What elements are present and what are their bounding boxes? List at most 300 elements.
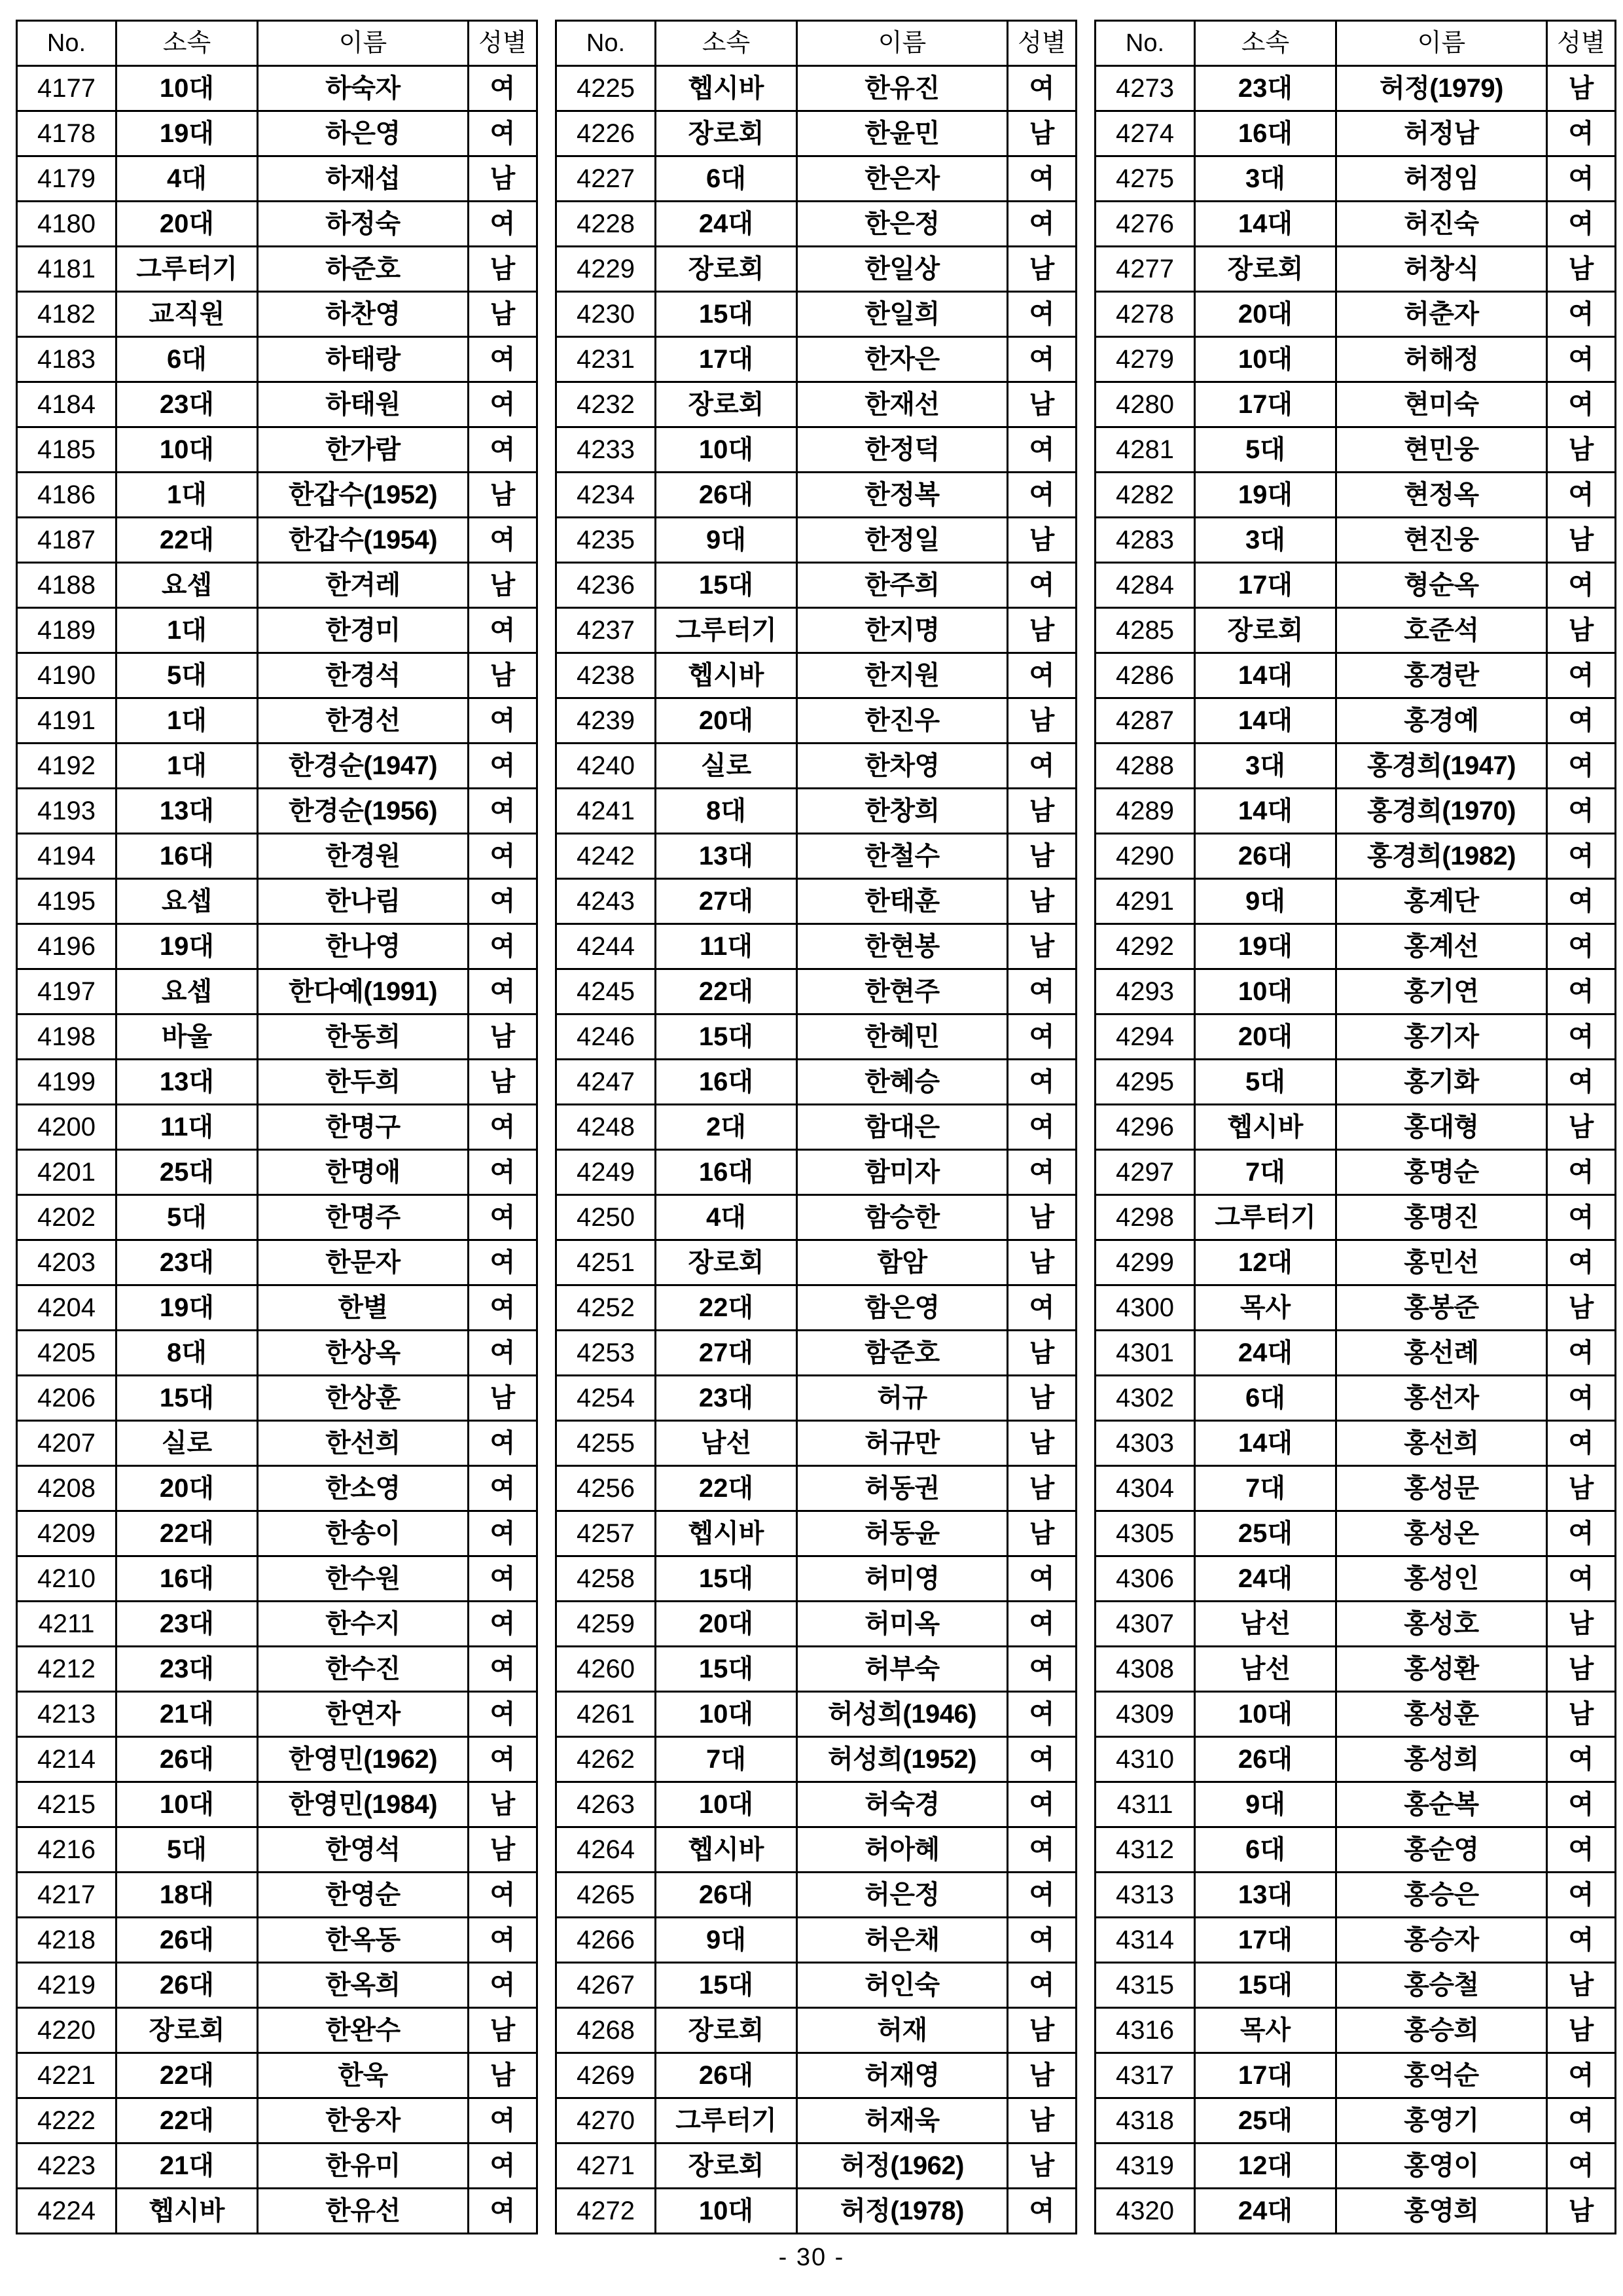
cell-name: 한정일 (797, 518, 1008, 563)
table-row (556, 1647, 1077, 1692)
cell-org: 요셉 (116, 563, 258, 608)
cell-sex: 여 (469, 698, 537, 744)
cell-org: 3대 (1195, 744, 1336, 789)
cell-org: 9대 (656, 1918, 797, 1963)
cell-no: 4208 (17, 1466, 116, 1511)
cell-no: 4303 (1096, 1421, 1195, 1466)
cell-name: 허동권 (797, 1466, 1008, 1511)
cell-name: 한경순(1947) (258, 744, 469, 789)
cell-org: 19대 (116, 111, 258, 156)
table-row (1096, 563, 1616, 608)
cell-no: 4250 (556, 1195, 656, 1240)
cell-no: 4300 (1096, 1285, 1195, 1331)
cell-no: 4302 (1096, 1376, 1195, 1421)
table-row (17, 608, 537, 653)
cell-no: 4238 (556, 653, 656, 698)
cell-name: 한명구 (258, 1105, 469, 1150)
cell-sex: 남 (469, 1014, 537, 1060)
table-row (1096, 1556, 1616, 1602)
cell-no: 4277 (1096, 247, 1195, 292)
column-header-no: No. (17, 21, 116, 66)
cell-org: 21대 (116, 1692, 258, 1737)
cell-no: 4198 (17, 1014, 116, 1060)
cell-org: 22대 (116, 2053, 258, 2098)
cell-no: 4182 (17, 292, 116, 337)
cell-org: 장로회 (656, 247, 797, 292)
cell-org: 3대 (1195, 518, 1336, 563)
cell-no: 4263 (556, 1782, 656, 1827)
table-row (556, 1105, 1077, 1150)
cell-name: 허창식 (1336, 247, 1547, 292)
cell-sex: 남 (1008, 789, 1077, 834)
cell-name: 홍기자 (1336, 1014, 1547, 1060)
cell-name: 함은영 (797, 1285, 1008, 1331)
cell-no: 4276 (1096, 202, 1195, 247)
table-row (1096, 1782, 1616, 1827)
cell-sex: 남 (1547, 1647, 1616, 1692)
cell-sex: 여 (1008, 1647, 1077, 1692)
cell-name: 한송이 (258, 1511, 469, 1556)
cell-no: 4235 (556, 518, 656, 563)
table-row (17, 1918, 537, 1963)
cell-org: 10대 (656, 1692, 797, 1737)
cell-no: 4225 (556, 66, 656, 111)
cell-no: 4247 (556, 1060, 656, 1105)
table-right (1094, 20, 1616, 2234)
table-row (17, 563, 537, 608)
cell-sex: 여 (469, 2098, 537, 2144)
cell-org: 26대 (116, 1963, 258, 2008)
cell-org: 26대 (1195, 1737, 1336, 1782)
cell-sex: 여 (469, 744, 537, 789)
cell-name: 홍성훈 (1336, 1692, 1547, 1737)
cell-org: 22대 (656, 1285, 797, 1331)
cell-org: 4대 (656, 1195, 797, 1240)
table-row (1096, 427, 1616, 473)
cell-sex: 여 (1547, 1014, 1616, 1060)
cell-sex: 남 (469, 1827, 537, 1873)
cell-name: 함대은 (797, 1105, 1008, 1150)
cell-sex: 여 (469, 1556, 537, 1602)
cell-no: 4190 (17, 653, 116, 698)
cell-name: 한선희 (258, 1421, 469, 1466)
table-row (17, 744, 537, 789)
table-header-row (1096, 21, 1616, 66)
cell-org: 20대 (116, 1466, 258, 1511)
cell-no: 4193 (17, 789, 116, 834)
cell-org: 14대 (1195, 653, 1336, 698)
table-row (17, 1692, 537, 1737)
cell-name: 한두희 (258, 1060, 469, 1105)
cell-sex: 여 (1008, 1014, 1077, 1060)
cell-sex: 여 (469, 382, 537, 427)
cell-no: 4185 (17, 427, 116, 473)
cell-no: 4210 (17, 1556, 116, 1602)
cell-sex: 남 (1008, 2008, 1077, 2053)
cell-name: 함준호 (797, 1331, 1008, 1376)
cell-sex: 여 (1008, 292, 1077, 337)
cell-org: 10대 (116, 1782, 258, 1827)
table-row (556, 834, 1077, 879)
column-header-no: No. (556, 21, 656, 66)
cell-sex: 여 (469, 608, 537, 653)
column-header-sex: 성별 (1547, 21, 1616, 66)
cell-name: 홍경란 (1336, 653, 1547, 698)
table-row (17, 518, 537, 563)
cell-name: 홍기화 (1336, 1060, 1547, 1105)
cell-sex: 남 (469, 292, 537, 337)
cell-sex: 여 (1008, 1692, 1077, 1737)
table-row (17, 247, 537, 292)
cell-org: 남선 (656, 1421, 797, 1466)
cell-no: 4284 (1096, 563, 1195, 608)
cell-name: 홍선자 (1336, 1376, 1547, 1421)
table-row (556, 337, 1077, 382)
cell-org: 20대 (656, 1602, 797, 1647)
cell-name: 현미숙 (1336, 382, 1547, 427)
table-row (556, 1782, 1077, 1827)
cell-sex: 여 (469, 1285, 537, 1331)
cell-no: 4201 (17, 1150, 116, 1195)
cell-name: 한동희 (258, 1014, 469, 1060)
cell-name: 한은자 (797, 156, 1008, 202)
cell-org: 9대 (1195, 1782, 1336, 1827)
cell-name: 한별 (258, 1285, 469, 1331)
table-row (17, 2008, 537, 2053)
column-header-org: 소속 (1195, 21, 1336, 66)
cell-sex: 여 (469, 2189, 537, 2234)
cell-org: 23대 (116, 1602, 258, 1647)
cell-name: 홍명진 (1336, 1195, 1547, 1240)
cell-sex: 여 (469, 1737, 537, 1782)
cell-sex: 여 (1547, 1240, 1616, 1285)
cell-no: 4307 (1096, 1602, 1195, 1647)
cell-org: 19대 (1195, 924, 1336, 969)
cell-sex: 여 (469, 789, 537, 834)
cell-sex: 여 (1547, 698, 1616, 744)
cell-name: 한갑수(1954) (258, 518, 469, 563)
cell-org: 26대 (1195, 834, 1336, 879)
cell-org: 22대 (116, 2098, 258, 2144)
cell-org: 17대 (1195, 2053, 1336, 2098)
table-row (556, 653, 1077, 698)
cell-no: 4261 (556, 1692, 656, 1737)
cell-no: 4229 (556, 247, 656, 292)
cell-org: 1대 (116, 473, 258, 518)
cell-org: 그루터기 (1195, 1195, 1336, 1240)
cell-no: 4320 (1096, 2189, 1195, 2234)
cell-sex: 여 (469, 1918, 537, 1963)
cell-org: 5대 (116, 653, 258, 698)
cell-org: 장로회 (656, 2008, 797, 2053)
cell-name: 한진우 (797, 698, 1008, 744)
cell-org: 25대 (116, 1150, 258, 1195)
cell-sex: 여 (1547, 382, 1616, 427)
cell-no: 4233 (556, 427, 656, 473)
cell-org: 13대 (116, 789, 258, 834)
cell-no: 4239 (556, 698, 656, 744)
cell-no: 4268 (556, 2008, 656, 2053)
cell-name: 허아혜 (797, 1827, 1008, 1873)
cell-org: 24대 (656, 202, 797, 247)
cell-sex: 여 (1008, 1556, 1077, 1602)
cell-no: 4195 (17, 879, 116, 924)
cell-name: 한영순 (258, 1873, 469, 1918)
cell-name: 홍승희 (1336, 2008, 1547, 2053)
cell-sex: 남 (469, 1782, 537, 1827)
cell-org: 20대 (1195, 292, 1336, 337)
cell-org: 장로회 (116, 2008, 258, 2053)
table-row (1096, 202, 1616, 247)
table-row (556, 1285, 1077, 1331)
table-row (17, 1014, 537, 1060)
table-row (17, 1466, 537, 1511)
cell-sex: 여 (469, 1647, 537, 1692)
cell-sex: 여 (1008, 337, 1077, 382)
cell-name: 허재욱 (797, 2098, 1008, 2144)
cell-sex: 남 (469, 247, 537, 292)
cell-no: 4286 (1096, 653, 1195, 698)
cell-sex: 여 (1547, 969, 1616, 1014)
table-row (1096, 1331, 1616, 1376)
cell-no: 4278 (1096, 292, 1195, 337)
cell-org: 2대 (656, 1105, 797, 1150)
cell-name: 홍봉준 (1336, 1285, 1547, 1331)
table-row (556, 1060, 1077, 1105)
cell-org: 26대 (656, 1873, 797, 1918)
cell-no: 4295 (1096, 1060, 1195, 1105)
cell-sex: 남 (1008, 1466, 1077, 1511)
cell-name: 허정(1978) (797, 2189, 1008, 2234)
cell-org: 5대 (116, 1827, 258, 1873)
cell-sex: 남 (1547, 2008, 1616, 2053)
cell-name: 하준호 (258, 247, 469, 292)
cell-name: 함암 (797, 1240, 1008, 1285)
cell-org: 10대 (1195, 969, 1336, 1014)
cell-sex: 여 (1547, 1421, 1616, 1466)
cell-no: 4282 (1096, 473, 1195, 518)
cell-name: 한창희 (797, 789, 1008, 834)
cell-sex: 여 (1547, 653, 1616, 698)
cell-name: 허재영 (797, 2053, 1008, 2098)
cell-no: 4274 (1096, 111, 1195, 156)
cell-name: 한욱 (258, 2053, 469, 2098)
cell-org: 장로회 (656, 111, 797, 156)
cell-name: 한태훈 (797, 879, 1008, 924)
cell-sex: 여 (469, 879, 537, 924)
cell-org: 실로 (116, 1421, 258, 1466)
table-row (556, 563, 1077, 608)
cell-org: 6대 (116, 337, 258, 382)
table-row (17, 1873, 537, 1918)
table-row (1096, 66, 1616, 111)
cell-sex: 여 (469, 1331, 537, 1376)
table-row (556, 608, 1077, 653)
cell-name: 허해정 (1336, 337, 1547, 382)
cell-no: 4273 (1096, 66, 1195, 111)
cell-no: 4184 (17, 382, 116, 427)
cell-sex: 남 (1008, 1331, 1077, 1376)
cell-sex: 여 (1008, 1918, 1077, 1963)
table-row (1096, 2189, 1616, 2234)
cell-name: 한정복 (797, 473, 1008, 518)
cell-name: 하은영 (258, 111, 469, 156)
cell-name: 한상훈 (258, 1376, 469, 1421)
cell-sex: 여 (469, 1602, 537, 1647)
table-row (17, 834, 537, 879)
cell-name: 홍계선 (1336, 924, 1547, 969)
column-header-sex: 성별 (1008, 21, 1077, 66)
cell-no: 4299 (1096, 1240, 1195, 1285)
cell-sex: 여 (1547, 1376, 1616, 1421)
cell-org: 20대 (1195, 1014, 1336, 1060)
cell-no: 4217 (17, 1873, 116, 1918)
table-row (1096, 789, 1616, 834)
cell-no: 4311 (1096, 1782, 1195, 1827)
cell-no: 4280 (1096, 382, 1195, 427)
cell-name: 하숙자 (258, 66, 469, 111)
cell-sex: 남 (1008, 2098, 1077, 2144)
table-row (1096, 1014, 1616, 1060)
cell-no: 4245 (556, 969, 656, 1014)
table-row (556, 1195, 1077, 1240)
table-row (17, 1556, 537, 1602)
table-row (556, 2098, 1077, 2144)
cell-org: 10대 (116, 427, 258, 473)
cell-name: 홍억순 (1336, 2053, 1547, 2098)
cell-name: 현정옥 (1336, 473, 1547, 518)
cell-sex: 남 (1008, 1240, 1077, 1285)
cell-name: 한명주 (258, 1195, 469, 1240)
table-row (1096, 924, 1616, 969)
table-row (556, 1873, 1077, 1918)
table-row (556, 111, 1077, 156)
cell-sex: 여 (469, 1195, 537, 1240)
cell-name: 허정남 (1336, 111, 1547, 156)
cell-org: 헵시바 (116, 2189, 258, 2234)
cell-org: 그루터기 (656, 608, 797, 653)
table-row (17, 427, 537, 473)
cell-sex: 여 (1008, 1782, 1077, 1827)
cell-org: 26대 (116, 1737, 258, 1782)
cell-org: 23대 (116, 382, 258, 427)
cell-name: 허춘자 (1336, 292, 1547, 337)
cell-no: 4192 (17, 744, 116, 789)
cell-no: 4258 (556, 1556, 656, 1602)
cell-org: 19대 (1195, 473, 1336, 518)
cell-no: 4216 (17, 1827, 116, 1873)
cell-org: 24대 (1195, 1556, 1336, 1602)
cell-org: 헵시바 (1195, 1105, 1336, 1150)
table-row (556, 1556, 1077, 1602)
table-row (17, 111, 537, 156)
table-row (1096, 1195, 1616, 1240)
cell-name: 홍영희 (1336, 2189, 1547, 2234)
cell-no: 4285 (1096, 608, 1195, 653)
cell-sex: 여 (469, 924, 537, 969)
cell-name: 한경선 (258, 698, 469, 744)
cell-org: 23대 (116, 1240, 258, 1285)
table-row (556, 969, 1077, 1014)
cell-org: 20대 (656, 698, 797, 744)
cell-sex: 여 (469, 518, 537, 563)
cell-name: 허진숙 (1336, 202, 1547, 247)
cell-sex: 남 (1547, 1105, 1616, 1150)
cell-name: 한옥동 (258, 1918, 469, 1963)
column-header-no: No. (1096, 21, 1195, 66)
cell-name: 홍선례 (1336, 1331, 1547, 1376)
cell-no: 4253 (556, 1331, 656, 1376)
cell-org: 실로 (656, 744, 797, 789)
cell-name: 한옥희 (258, 1963, 469, 2008)
cell-name: 허성희(1952) (797, 1737, 1008, 1782)
table-row (17, 1511, 537, 1556)
cell-name: 한정덕 (797, 427, 1008, 473)
cell-sex: 여 (469, 427, 537, 473)
cell-name: 홍선희 (1336, 1421, 1547, 1466)
table-row (1096, 1285, 1616, 1331)
cell-sex: 여 (469, 834, 537, 879)
cell-name: 현민웅 (1336, 427, 1547, 473)
cell-no: 4296 (1096, 1105, 1195, 1150)
cell-no: 4279 (1096, 337, 1195, 382)
table-row (556, 2053, 1077, 2098)
cell-sex: 남 (1547, 1602, 1616, 1647)
cell-name: 한웅자 (258, 2098, 469, 2144)
cell-name: 홍성문 (1336, 1466, 1547, 1511)
cell-no: 4269 (556, 2053, 656, 2098)
cell-sex: 남 (469, 2008, 537, 2053)
cell-org: 14대 (1195, 789, 1336, 834)
cell-org: 11대 (656, 924, 797, 969)
cell-no: 4199 (17, 1060, 116, 1105)
cell-sex: 여 (1008, 2189, 1077, 2234)
cell-org: 19대 (116, 1285, 258, 1331)
cell-sex: 남 (1547, 608, 1616, 653)
cell-sex: 여 (469, 1240, 537, 1285)
cell-org: 남선 (1195, 1647, 1336, 1692)
cell-org: 7대 (1195, 1150, 1336, 1195)
page-number: - 30 - (778, 2244, 845, 2271)
cell-org: 26대 (116, 1918, 258, 1963)
cell-name: 한은정 (797, 202, 1008, 247)
cell-name: 한경원 (258, 834, 469, 879)
cell-org: 10대 (1195, 1692, 1336, 1737)
cell-org: 16대 (1195, 111, 1336, 156)
cell-no: 4289 (1096, 789, 1195, 834)
cell-sex: 여 (1008, 473, 1077, 518)
cell-org: 6대 (1195, 1376, 1336, 1421)
cell-org: 15대 (656, 292, 797, 337)
cell-no: 4214 (17, 1737, 116, 1782)
table-row (1096, 382, 1616, 427)
cell-no: 4312 (1096, 1827, 1195, 1873)
cell-sex: 남 (1547, 518, 1616, 563)
cell-org: 교직원 (116, 292, 258, 337)
cell-no: 4206 (17, 1376, 116, 1421)
cell-no: 4288 (1096, 744, 1195, 789)
cell-org: 27대 (656, 879, 797, 924)
table-row (1096, 1873, 1616, 1918)
table-row (1096, 156, 1616, 202)
cell-name: 홍민선 (1336, 1240, 1547, 1285)
cell-sex: 남 (1008, 382, 1077, 427)
cell-no: 4271 (556, 2144, 656, 2189)
cell-name: 홍대형 (1336, 1105, 1547, 1150)
cell-org: 헵시바 (656, 66, 797, 111)
cell-no: 4221 (17, 2053, 116, 2098)
table-row (1096, 744, 1616, 789)
